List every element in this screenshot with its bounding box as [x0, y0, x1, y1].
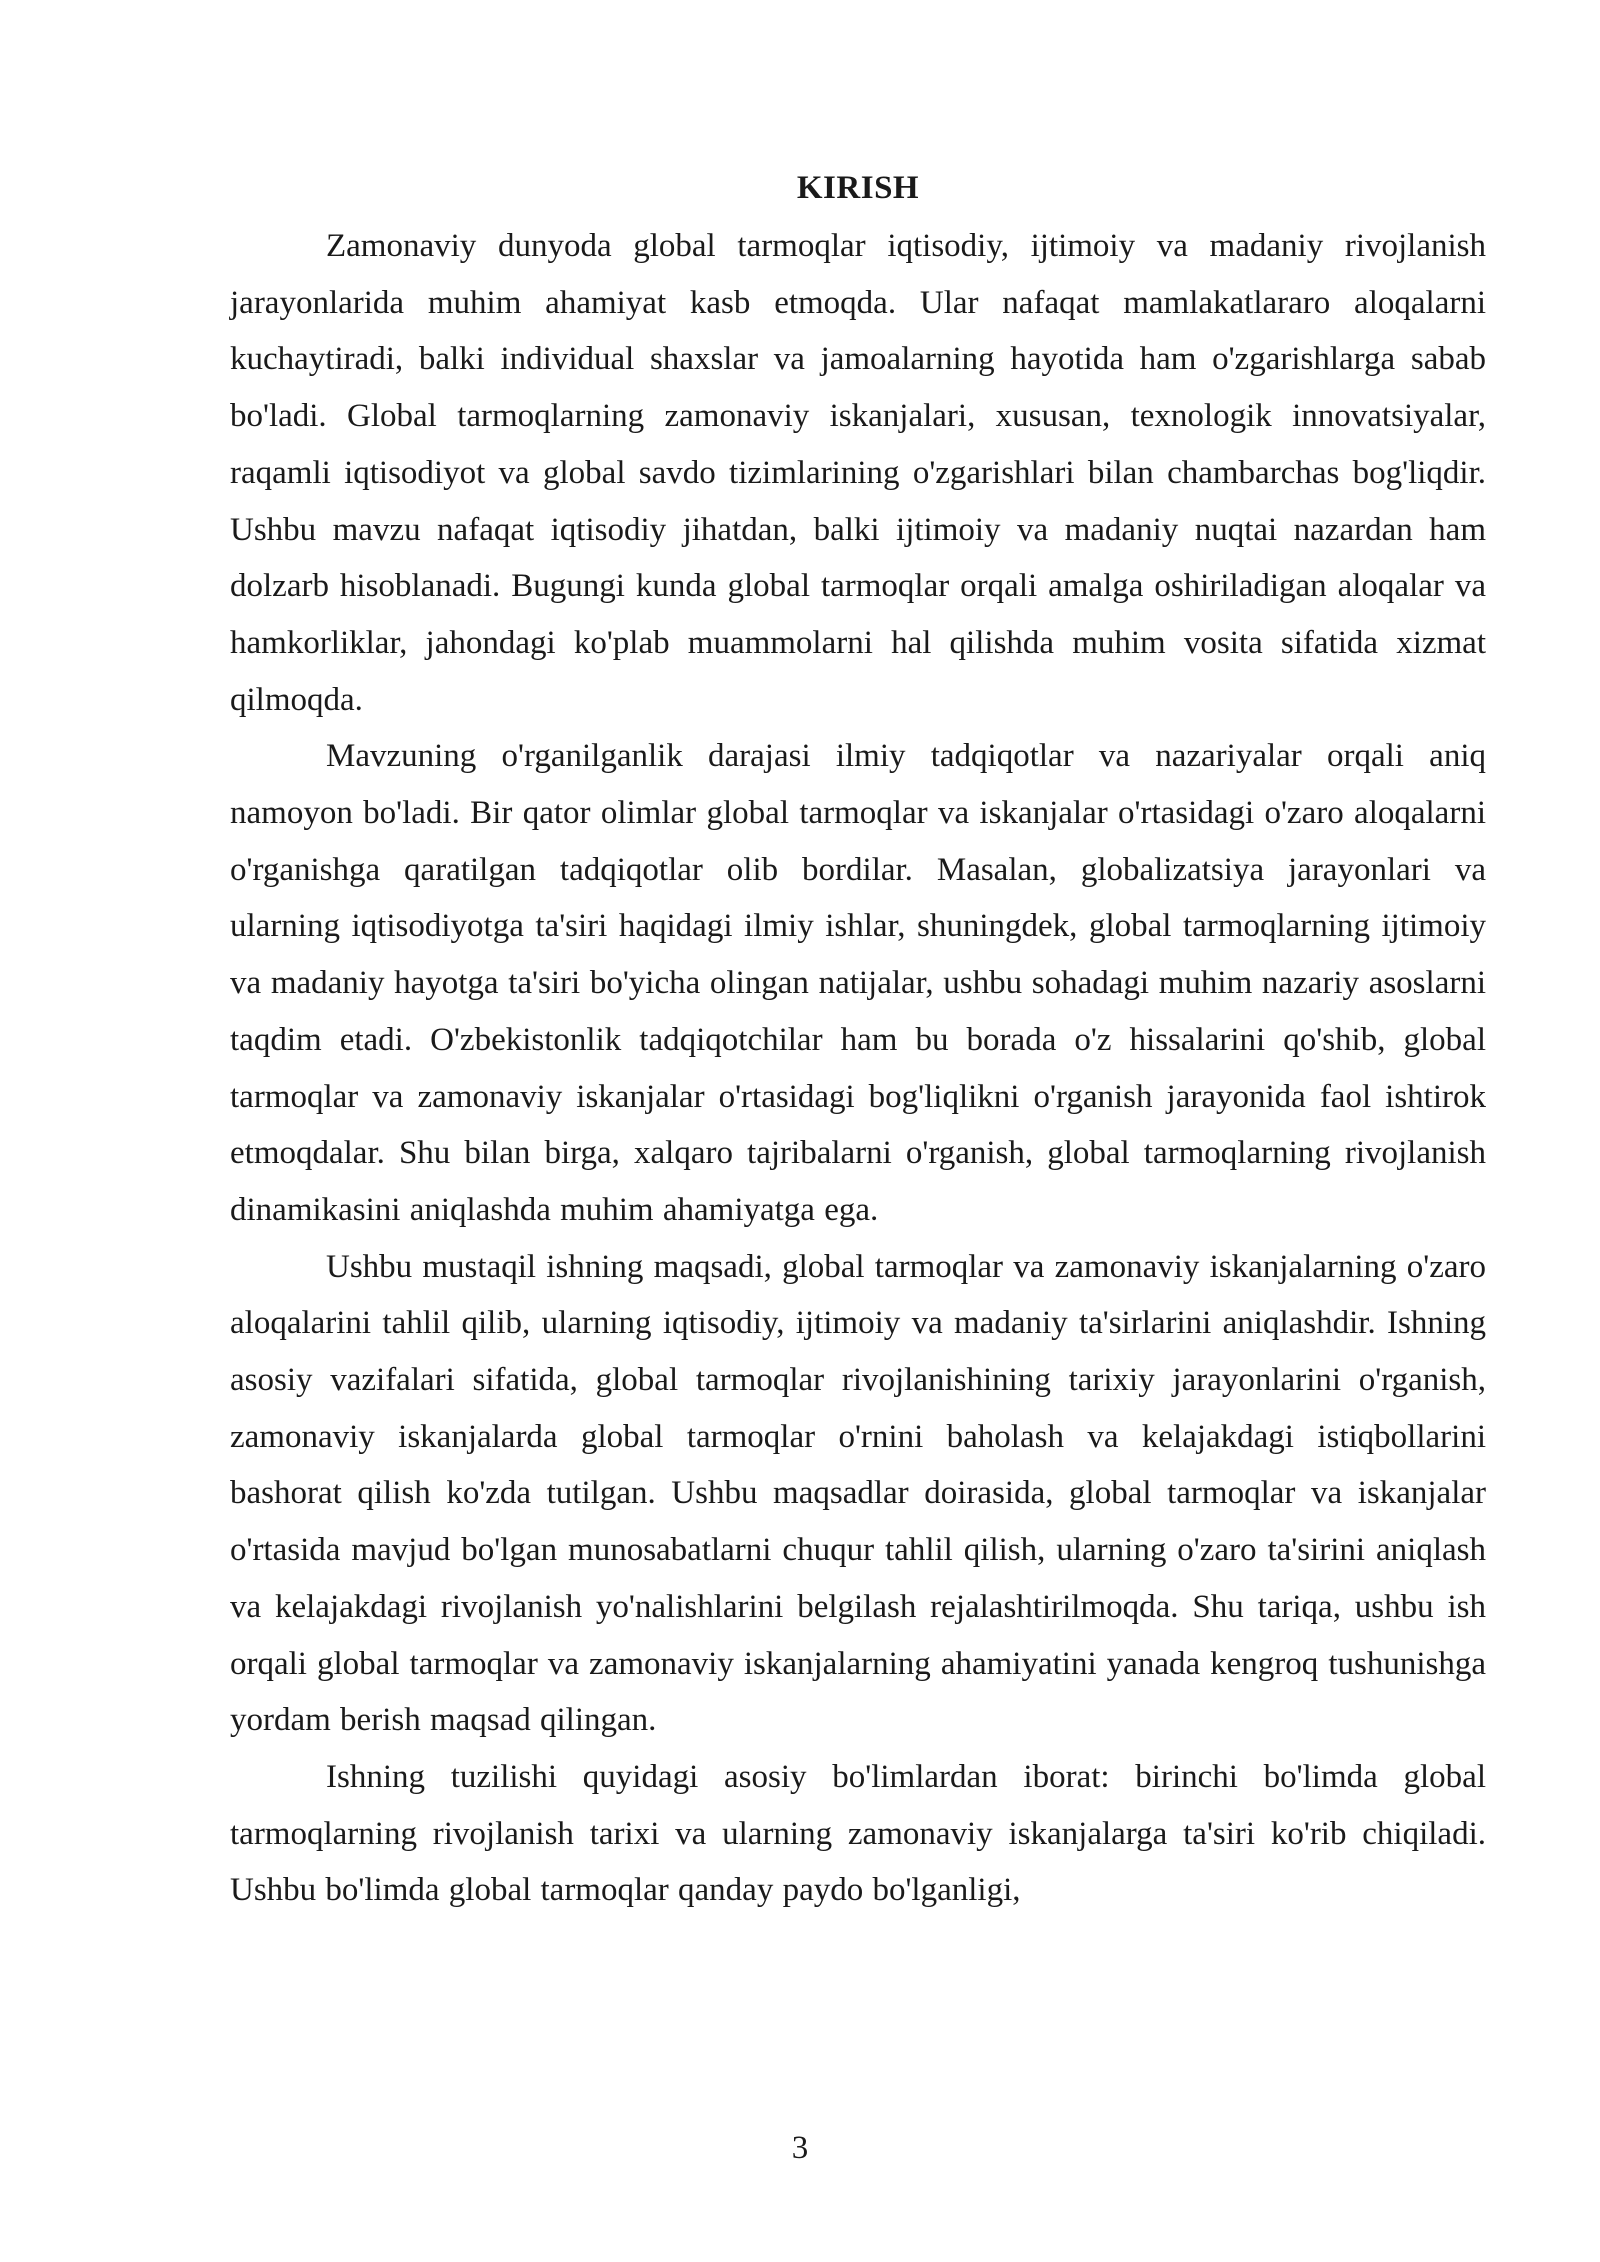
- paragraph-research-level: Mavzuning o'rganilganlik darajasi ilmiy tadqiqotlar va nazariyalar orqali aniq namoyon bo'ladi. Bir qator olimlar global tarmoqlar va iskanjalar o'rtasidagi o'zaro aloqalarni o'rganishga qaratilgan tadqiqotlar olib bordilar. Masalan, globalizatsiya jarayonlari va ularning iqtisodiyotga ta'siri haqidagi ilmiy ishlar, shuningdek, global tarmoqlarning ijtimoiy va madaniy hayotga ta'siri bo'yicha olingan natijalar, ushbu sohadagi muhim nazariy asoslarni taqdim etadi. O'zbekistonlik tadqiqotchilar ham bu borada o'z hissalarini qo'shib, global tarmoqlar va zamonaviy iskanjalar o'rtasidagi bog'liqlikni o'rganish jarayonida faol ishtirok etmoqdalar. Shu bilan birga, xalqaro tajribalarni o'rganish, global tarmoqlarning rivojlanish dinamikasini aniqlashda muhim ahamiyatga ega.: [230, 738, 1486, 1228]
- paragraph-structure: Ishning tuzilishi quyidagi asosiy bo'limlardan iborat: birinchi bo'limda global tarmoqlarning rivojlanish tarixi va ularning zamonaviy iskanjalarga ta'siri ko'rib chiqiladi. Ushbu bo'limda global tarmoqlar qanday paydo bo'lganligi,: [230, 1758, 1486, 1909]
- paragraph-purpose: Ushbu mustaqil ishning maqsadi, global tarmoqlar va zamonaviy iskanjalarning o'zaro aloqalarini tahlil qilib, ularning iqtisodiy, ijtimoiy va madaniy ta'sirlarini aniqlashdir. Ishning asosiy vazifalari sifatida, global tarmoqlar rivojlanishining tarixiy jarayonlarini o'rganish, zamonaviy iskanjalarda global tarmoqlar o'rnini baholash va kelajakdagi istiqbollarini bashorat qilish ko'zda tutilgan. Ushbu maqsadlar doirasida, global tarmoqlar va iskanjalar o'rtasida mavjud bo'lgan munosabatlarni chuqur tahlil qilish, ularning o'zaro ta'sirini aniqlash va kelajakdagi rivojlanish yo'nalishlarini belgilash rejalashtirilmoqda. Shu tariqa, ushbu ish orqali global tarmoqlar va zamonaviy iskanjalarning ahamiyatini yanada kengroq tushunishga yordam berish maqsad qilingan.: [230, 1248, 1486, 1739]
- paragraph-introduction: Zamonaviy dunyoda global tarmoqlar iqtisodiy, ijtimoiy va madaniy rivojlanish jarayonlarida muhim ahamiyat kasb etmoqda. Ular nafaqat mamlakatlararo aloqalarni kuchaytiradi, balki individual shaxslar va jamoalarning hayotida ham o'zgarishlarga sabab bo'ladi. Global tarmoqlarning zamonaviy iskanjalari, xususan, texnologik innovatsiyalar, raqamli iqtisodiyot va global savdo tizimlarining o'zgarishlari bilan chambarchas bog'liqdir. Ushbu mavzu nafaqat iqtisodiy jihatdan, balki ijtimoiy va madaniy nuqtai nazardan ham dolzarb hisoblanadi. Bugungi kunda global tarmoqlar orqali amalga oshiriladigan aloqalar va hamkorliklar, jahondagi ko'plab muammolarni hal qilishda muhim vosita sifatida xizmat qilmoqda.: [230, 228, 1486, 718]
- page-number: 3: [791, 2130, 809, 2166]
- section-heading: KIRISH: [796, 170, 920, 206]
- page-content: [230, 160, 1486, 1919]
